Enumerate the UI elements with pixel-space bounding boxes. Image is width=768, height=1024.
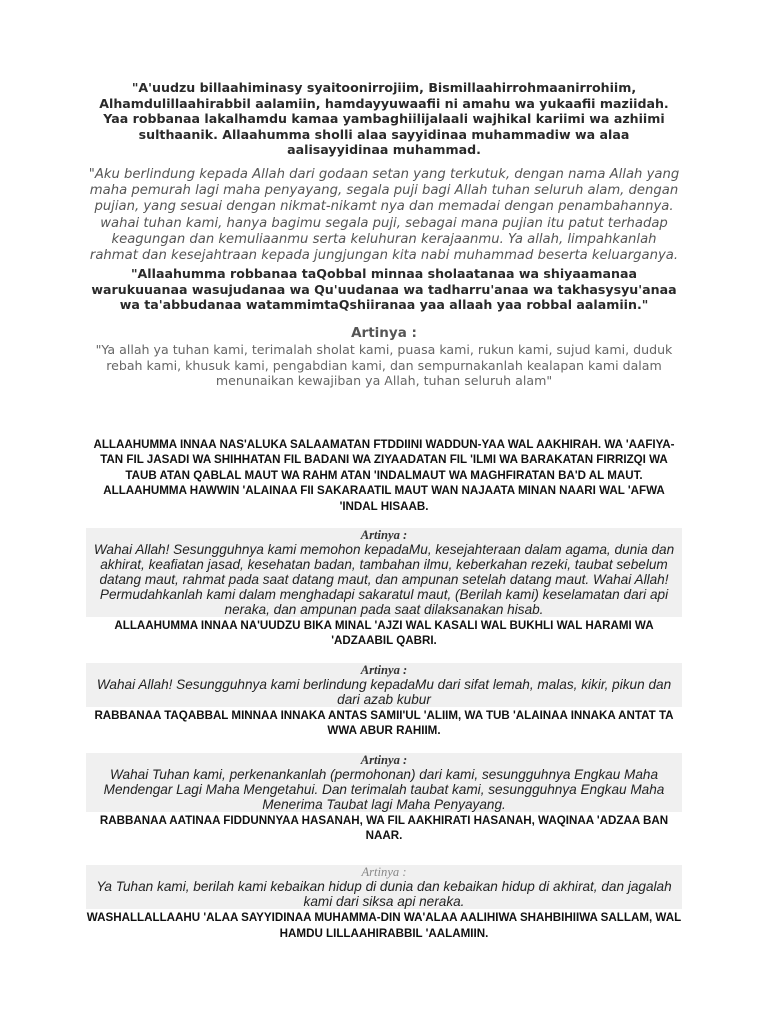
prayer3-translation-box [86, 663, 682, 707]
intro-arabic: "A'uudzu billaahiminasy syaitoonirrojiim, Bismillaahirrohmaanirrohiim, Alhamdulillaahirabbil aalamiin, hamdayyuwaafii ni amahu wa yukaafii maziidah. Yaa robbanaa lakalhamdu kamaa yambaghiilijalaali wajhikal kariimi wa azhiimi sulthaanik. Allaahumma sholli alaa sayyidinaa muhammadiw wa alaa aalisayyidinaa muhammad. [99, 80, 669, 158]
prayer1-translation: "Ya allah ya tuhan kami, terimalah sholat kami, puasa kami, rukun kami, sujud kami, duduk rebah kami, khusuk kami, pengabdian kami, dan sempurnakanlah kealapan kami dalam menunaikan kewajiban ya Allah, tuhan seluruh alam" [95, 341, 673, 389]
closing-arabic: WASHALLALLAAHU 'ALAA SAYYIDINAA MUHAMMA-DIN WA'ALAA AALIHIWA SHAHBIHIIWA SALLAM, WAL HAMDU LILLAAHIRABBIL 'AALAMIIN. [86, 911, 682, 940]
prayer2-translation-box [86, 528, 682, 617]
prayer3-translation: Wahai Allah! Sesungguhnya kami berlindung kepadaMu dari sifat lemah, malas, kikir, pikun dan dari azab kubur [96, 676, 672, 707]
prayer2-heading: Artinya : [360, 528, 408, 543]
prayer4-translation-box [86, 753, 682, 812]
prayer4-heading: Artinya : [360, 752, 408, 767]
prayer2-arabic: ALLAAHUMMA INNAA NAS'ALUKA SALAAMATAN FTDDIINI WADDUN-YAA WAL AAKHIRAH. WA 'AAFIYA-TAN FIL JASADI WA SHIHHATAN FIL BADANI WA ZIYAADATAN FIL 'ILMI WA BARAKATAN FIRRIZQI WA TAUB ATAN QABLAL MAUT WA RAHM ATAN 'INDALMAUT WA MAGHFIRATAN BA'D AL MAUT. ALLAAHUMMA HAWWIN 'ALAINAA FII SAKARAATIL MAUT WAN NAJAATA MINAN NAARI WAL 'AFWA 'INDAL HISAAB. [93, 438, 675, 513]
prayer1-heading: Artinya : [351, 324, 417, 341]
prayer5-arabic: RABBANAA AATINAA FIDDUNNYAA HASANAH, WA FIL AAKHIRATI HASANAH, WAQINAA 'ADZAA BAN NAAR. [99, 813, 669, 843]
prayer4-arabic: RABBANAA TAQABBAL MINNAA INNAKA ANTAS SAMII'UL 'ALIIM, WA TUB 'ALAINAA INNAKA ANTAT TA WWA ABUR RAHIIM. [94, 708, 674, 738]
prayer3-heading: Artinya : [360, 662, 408, 677]
prayer1-arabic: "Allaahumma robbanaa taQobbal minnaa sholaatanaa wa shiyaamanaa warukuuanaa wasujudanaa wa Qu'uudanaa wa tadharru'anaa wa takhasysyu'anaa wa ta'abbudanaa watammimtaQshiiranaa yaa allaah yaa robbal aalamiin." [91, 266, 677, 313]
prayer3-arabic: ALLAAHUMMA INNAA NA'UUDZU BIKA MINAL 'AJZI WAL KASALI WAL BUKHLI WAL HARAMI WA 'ADZAABIL QABRI. [114, 619, 654, 648]
prayer4-translation: Wahai Tuhan kami, perkenankanlah (permohonan) dari kami, sesungguhnya Engkau Maha Mendengar Lagi Maha Mengetahui. Dan terimalah taubat kami, sesungguhnya Engkau Maha Menerima Taubat lagi Maha Penyayang. [103, 766, 665, 812]
prayer5-translation: Ya Tuhan kami, berilah kami kebaikan hidup di dunia dan kebaikan hidup di akhirat, dan jagalah kami dari siksa api neraka. [96, 879, 672, 910]
intro-translation: "Aku berlindung kepada Allah dari godaan setan yang terkutuk, dengan nama Allah yang maha pemurah lagi maha penyayang, segala puji bagi Allah tuhan seluruh alam, dengan pujian, yang sesuai dengan nikmat-nikamt nya dan memadai dengan penambahannya. wahai tuhan kami, hanya bagimu segala puji, sebagai mana pujian itu patut terhadap keagungan dan kemuliaanmu serta keluhuran kerajaanmu. Ya allah, limpahkanlah rahmat dan kesejahtraan kepada jungjungan kita nabi muhammad beserta keluarganya. [88, 166, 680, 263]
prayers-section [86, 437, 682, 941]
prayer2-translation: Wahai Allah! Sesungguhnya kami memohon kepadaMu, kesejahteraan dalam agama, dunia dan akhirat, keafiatan jasad, kesehatan badan, tambahan ilmu, keberkahan rezeki, taubat sebelum datang maut, rahmat pada saat datang maut, dan ampunan setelah datang maut. Wahai Allah! Permudahkanlah kami dalam menghadapi sakaratul maut, (Berilah kami) keselamatan dari api neraka, dan ampunan pada saat dilaksanakan hisab. [93, 542, 675, 618]
prayer5-heading: Artinya : [361, 865, 407, 880]
opening-section [86, 80, 682, 389]
prayer5-translation-box [86, 865, 682, 909]
